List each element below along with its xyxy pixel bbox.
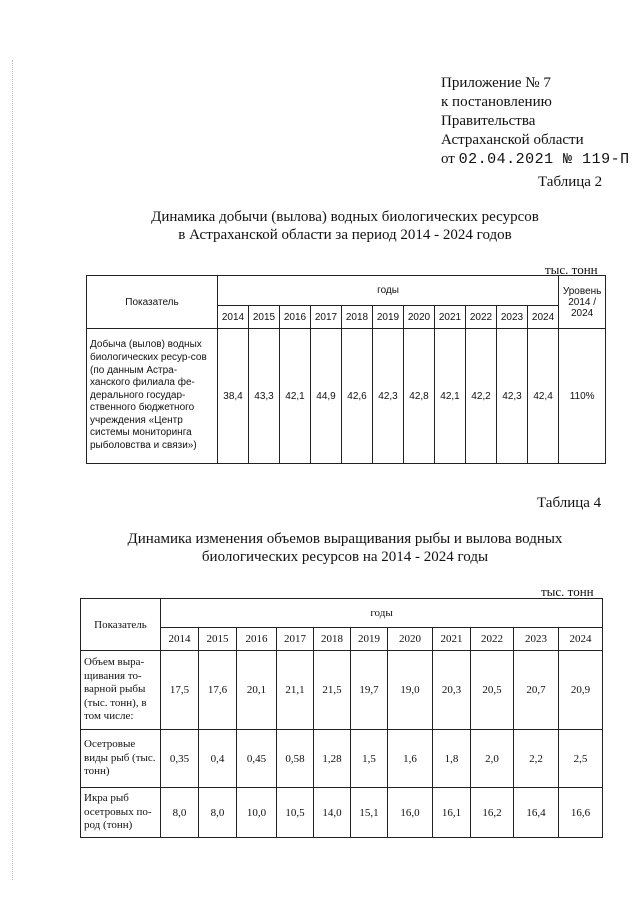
table4-cell: 0,45 — [237, 730, 277, 788]
appendix-line-2: к постановлению — [441, 94, 552, 110]
table4-cell: 0,58 — [277, 730, 314, 788]
table2-year: 2020 — [404, 306, 435, 329]
table2-title-line-1: Динамика добычи (вылова) водных биологических ресурсов — [151, 209, 539, 225]
table2-year: 2022 — [466, 306, 497, 329]
table4-cell: 20,1 — [237, 651, 277, 730]
table2-year: 2016 — [280, 306, 311, 329]
table2-year: 2018 — [342, 306, 373, 329]
table4-row-label: Объем выра-щивания то-варной рыбы (тыс. тонн), в том числе: — [81, 651, 161, 730]
table4-row-label: Икра рыб осетровых по-род (тонн) — [81, 788, 161, 838]
table4-cell: 0,4 — [199, 730, 237, 788]
table4-year: 2016 — [237, 628, 277, 651]
table4-header-indicator: Показатель — [81, 599, 161, 651]
table4-cell: 16,4 — [514, 788, 559, 838]
table4-title — [90, 530, 600, 566]
appendix-line-4: Астраханской области — [441, 132, 584, 148]
table4-cell: 1,5 — [351, 730, 388, 788]
appendix-line-3: Правительства — [441, 113, 536, 129]
table4-year: 2022 — [471, 628, 514, 651]
table2-year: 2017 — [311, 306, 342, 329]
table2-header-indicator: Показатель — [87, 276, 218, 329]
table4-year: 2019 — [351, 628, 388, 651]
table4-header-years: годы — [161, 599, 603, 628]
table2-units: тыс. тонн — [545, 262, 598, 277]
table4-cell: 21,1 — [277, 651, 314, 730]
table4-cell: 20,9 — [559, 651, 603, 730]
table4-cell: 19,7 — [351, 651, 388, 730]
table2-cell: 42,8 — [404, 329, 435, 464]
scan-edge-dots — [12, 60, 15, 880]
table4-year: 2015 — [199, 628, 237, 651]
table2-cell: 43,3 — [249, 329, 280, 464]
table2-year: 2023 — [497, 306, 528, 329]
table2-cell: 42,3 — [497, 329, 528, 464]
table4-cell: 21,5 — [314, 651, 351, 730]
table4-cell: 2,5 — [559, 730, 603, 788]
appendix-header — [441, 74, 630, 169]
table4-year: 2018 — [314, 628, 351, 651]
table4-cell: 14,0 — [314, 788, 351, 838]
table4-cell: 17,6 — [199, 651, 237, 730]
appendix-line-1: Приложение № 7 — [441, 75, 551, 91]
table4-label: Таблица 4 — [537, 495, 602, 511]
table4-cell: 20,7 — [514, 651, 559, 730]
table4-cell: 10,5 — [277, 788, 314, 838]
table4-row-label: Осетровые виды рыб (тыс. тонн) — [81, 730, 161, 788]
table4-cell: 16,1 — [433, 788, 471, 838]
table2-year: 2015 — [249, 306, 280, 329]
table2-year: 2024 — [528, 306, 559, 329]
table4-units: тыс. тонн — [541, 584, 594, 599]
table2-cell: 42,2 — [466, 329, 497, 464]
table2-cell: 42,1 — [280, 329, 311, 464]
appendix-line-5 — [441, 150, 630, 169]
table4-cell: 8,0 — [161, 788, 199, 838]
table4-cell: 19,0 — [388, 651, 433, 730]
table2-cell: 38,4 — [218, 329, 249, 464]
table4-year: 2024 — [559, 628, 603, 651]
table4-cell: 1,8 — [433, 730, 471, 788]
table2-level-cell: 110% — [559, 329, 606, 464]
table4-title-line-1: Динамика изменения объемов выращивания рыбы и вылова водных — [127, 531, 563, 547]
table4-cell: 20,3 — [433, 651, 471, 730]
table4-cell: 20,5 — [471, 651, 514, 730]
table2-header-level: Уровень 2014 / 2024 — [559, 276, 606, 329]
table4-year: 2020 — [388, 628, 433, 651]
table4-cell: 0,35 — [161, 730, 199, 788]
table2-title — [100, 208, 590, 244]
table2-year: 2014 — [218, 306, 249, 329]
table4-cell: 15,1 — [351, 788, 388, 838]
table-row — [81, 651, 603, 730]
table2-title-line-2: в Астраханской области за период 2014 - 2024 годов — [178, 227, 512, 243]
table4-cell: 16,2 — [471, 788, 514, 838]
table4-cell: 17,5 — [161, 651, 199, 730]
table2-cell: 42,1 — [435, 329, 466, 464]
table2-cell: 44,9 — [311, 329, 342, 464]
table2-row-label: Добыча (вылов) водных биологических ресур-сов (по данным Астра-ханского филиала фе-дерального государ-ственного бюджетного учреждения «Центр системы мониторинга рыболовства и связи») — [87, 329, 218, 464]
table2 — [86, 275, 606, 464]
table4 — [80, 598, 603, 838]
table4-cell: 16,0 — [388, 788, 433, 838]
table2-year: 2021 — [435, 306, 466, 329]
table4-cell: 16,6 — [559, 788, 603, 838]
table4-year: 2023 — [514, 628, 559, 651]
appendix-date-number: 02.04.2021 № 119-П — [458, 151, 630, 168]
table2-label: Таблица 2 — [538, 174, 603, 190]
table4-year: 2021 — [433, 628, 471, 651]
table4-cell: 1,28 — [314, 730, 351, 788]
table2-cell: 42,3 — [373, 329, 404, 464]
table2-header-years: годы — [218, 276, 559, 306]
table2-cell: 42,4 — [528, 329, 559, 464]
table4-title-line-2: биологических ресурсов на 2014 - 2024 годы — [201, 549, 489, 565]
table4-year: 2014 — [161, 628, 199, 651]
table4-year: 2017 — [277, 628, 314, 651]
table4-cell: 2,2 — [514, 730, 559, 788]
table-row — [81, 788, 603, 838]
table2-cell: 42,6 — [342, 329, 373, 464]
table4-cell: 2,0 — [471, 730, 514, 788]
table2-year: 2019 — [373, 306, 404, 329]
table4-cell: 8,0 — [199, 788, 237, 838]
table4-cell: 10,0 — [237, 788, 277, 838]
appendix-date-prefix: от — [441, 151, 459, 167]
table-row — [81, 730, 603, 788]
table4-cell: 1,6 — [388, 730, 433, 788]
